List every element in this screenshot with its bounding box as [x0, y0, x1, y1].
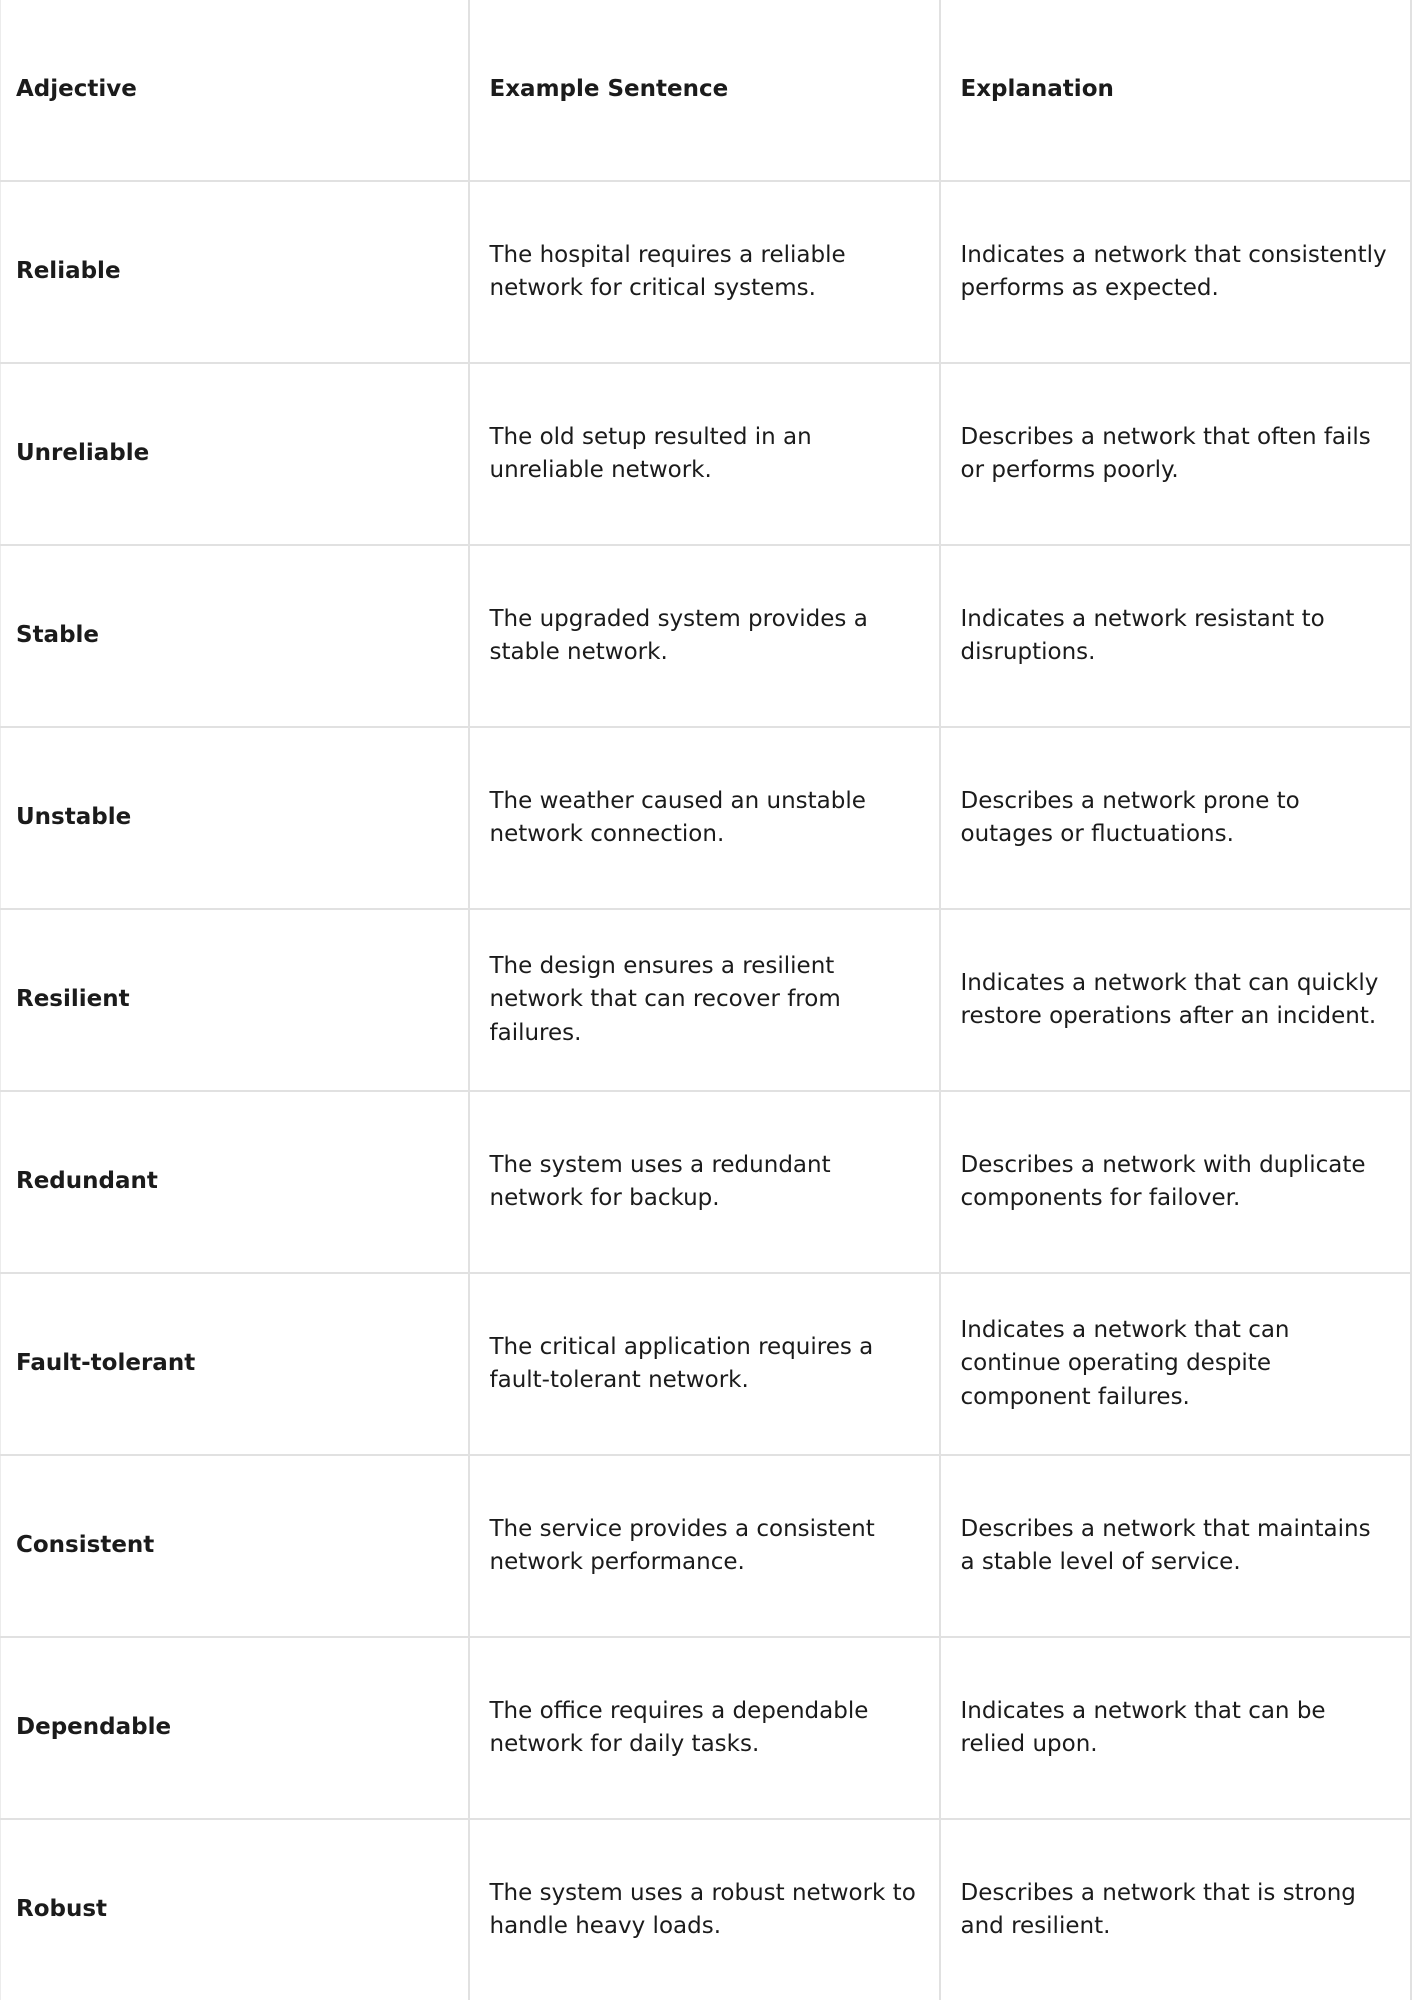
- explanation-cell: Describes a network that often fails or performs poorly.: [940, 363, 1411, 545]
- example-cell: The hospital requires a reliable network for critical systems.: [469, 181, 940, 363]
- example-cell: The weather caused an unstable network connection.: [469, 727, 940, 909]
- explanation-cell: Indicates a network that can quickly restore operations after an incident.: [940, 909, 1411, 1091]
- adjective-cell: Redundant: [1, 1091, 469, 1273]
- adjective-cell: Fault-tolerant: [1, 1273, 469, 1455]
- table-row: [1, 727, 1411, 909]
- table-row: [1, 1819, 1411, 2000]
- example-cell: The upgraded system provides a stable network.: [469, 545, 940, 727]
- table-row: [1, 1091, 1411, 1273]
- table-row: [1, 1273, 1411, 1455]
- table-header-row: [1, 0, 1411, 181]
- explanation-cell: Describes a network prone to outages or fluctuations.: [940, 727, 1411, 909]
- example-cell: The office requires a dependable network for daily tasks.: [469, 1637, 940, 1819]
- explanation-cell: Indicates a network that consistently performs as expected.: [940, 181, 1411, 363]
- example-cell: The design ensures a resilient network that can recover from failures.: [469, 909, 940, 1091]
- adjective-cell: Resilient: [1, 909, 469, 1091]
- table-row: [1, 181, 1411, 363]
- adjective-cell: Consistent: [1, 1455, 469, 1637]
- example-cell: The service provides a consistent network performance.: [469, 1455, 940, 1637]
- table-row: [1, 909, 1411, 1091]
- adjective-cell: Reliable: [1, 181, 469, 363]
- example-cell: The old setup resulted in an unreliable network.: [469, 363, 940, 545]
- explanation-cell: Describes a network that is strong and resilient.: [940, 1819, 1411, 2000]
- adjective-cell: Stable: [1, 545, 469, 727]
- explanation-cell: Describes a network with duplicate components for failover.: [940, 1091, 1411, 1273]
- adjective-cell: Dependable: [1, 1637, 469, 1819]
- adjective-cell: Robust: [1, 1819, 469, 2000]
- header-explanation: Explanation: [940, 0, 1411, 181]
- example-cell: The critical application requires a fault-tolerant network.: [469, 1273, 940, 1455]
- table-row: [1, 363, 1411, 545]
- explanation-cell: Indicates a network that can be relied upon.: [940, 1637, 1411, 1819]
- example-cell: The system uses a redundant network for backup.: [469, 1091, 940, 1273]
- table-row: [1, 1637, 1411, 1819]
- adjective-cell: Unreliable: [1, 363, 469, 545]
- adjective-cell: Unstable: [1, 727, 469, 909]
- example-cell: The system uses a robust network to handle heavy loads.: [469, 1819, 940, 2000]
- table-row: [1, 545, 1411, 727]
- header-adjective: Adjective: [1, 0, 469, 181]
- table-row: [1, 1455, 1411, 1637]
- header-example-sentence: Example Sentence: [469, 0, 940, 181]
- explanation-cell: Describes a network that maintains a stable level of service.: [940, 1455, 1411, 1637]
- explanation-cell: Indicates a network that can continue operating despite component failures.: [940, 1273, 1411, 1455]
- explanation-cell: Indicates a network resistant to disruptions.: [940, 545, 1411, 727]
